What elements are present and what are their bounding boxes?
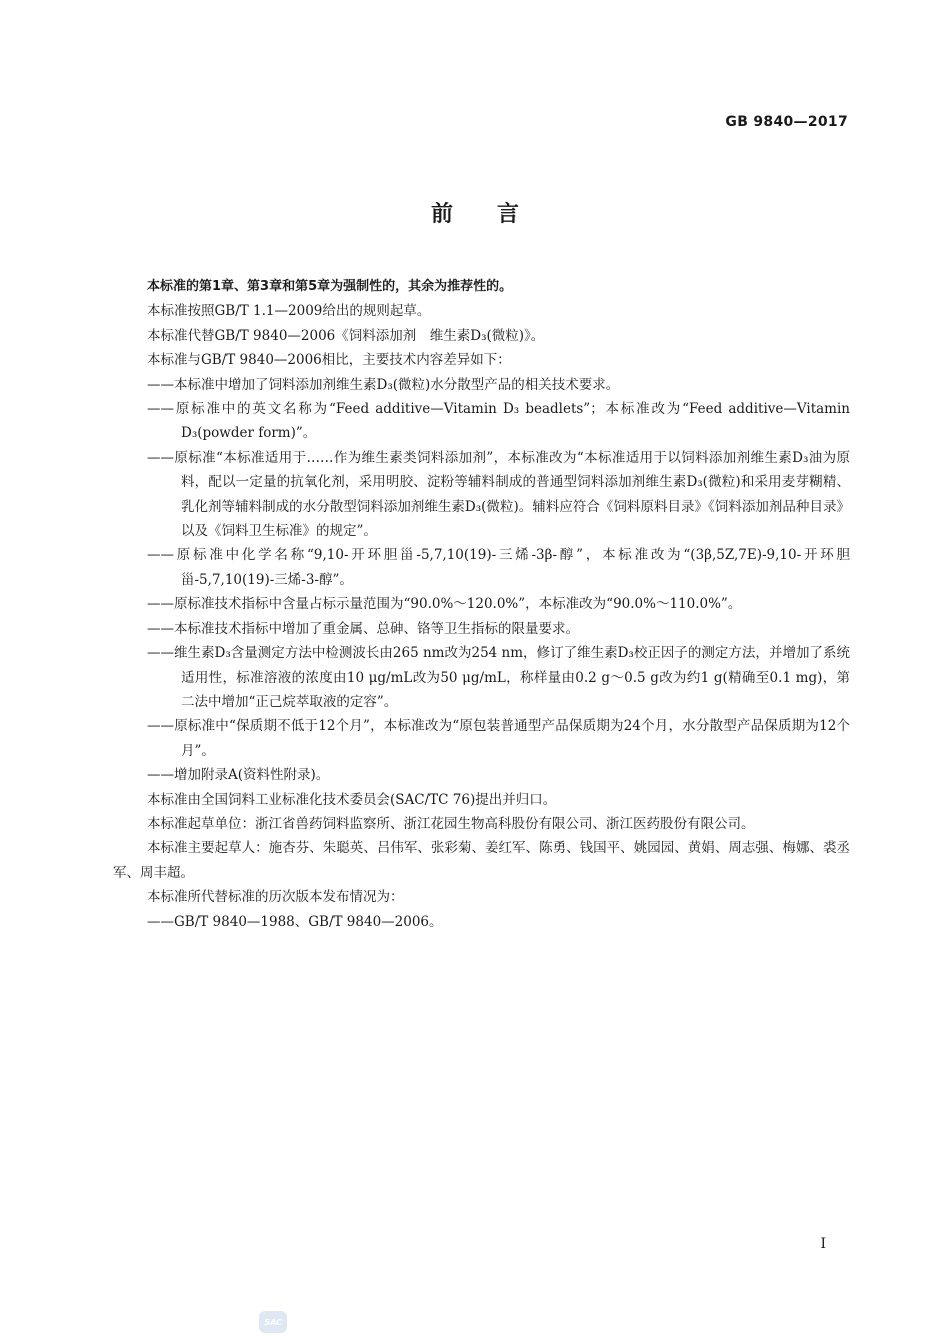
paragraph-replaces: 本标准代替GB/T 9840—2006《饲料添加剂 维生素D₃(微粒)》。 — [147, 327, 545, 344]
change-item: ——原标准中“保质期不低于12个月”，本标准改为“原包装普通型产品保质期为24个月，水分散型产品保质期为12个月”。 — [147, 718, 850, 759]
change-item: ——原标准技术指标中含量占标示量范围为“90.0%～120.0%”，本标准改为“90.0%～110.0%”。 — [147, 596, 742, 613]
history-item: ——GB/T 9840—1988、GB/T 9840—2006。 — [147, 913, 443, 930]
change-item: ——原标准“本标准适用于……作为维生素类饲料添加剂”，本标准改为“本标准适用于以饲料添加剂维生素D₃油为原料，配以一定量的抗氧化剂，采用明胶、淀粉等辅料制成的普通型饲料添加剂维生素D₃(微粒)和采用麦芽糊精、乳化剂等辅料制成的水分散型饲料添加剂维生素D₃(微粒)。辅料应符合《饲料原料目录》《饲料添加剂品种目录》以及《饲料卫生标准》的规定”。 — [147, 449, 850, 540]
change-item: ——本标准中增加了饲料添加剂维生素D₃(微粒)水分散型产品的相关技术要求。 — [147, 376, 620, 393]
paragraph-history-intro: 本标准所代替标准的历次版本发布情况为： — [147, 889, 404, 906]
watermark-text: SAC — [264, 1317, 282, 1327]
paragraph-proposer: 本标准由全国饲料工业标准化技术委员会(SAC/TC 76)提出并归口。 — [147, 791, 557, 808]
change-item: ——原标准中化学名称“9,10-开环胆甾-5,7,10(19)-三烯-3β-醇”，本标准改为“(3β,5Z,7E)-9,10-开环胆甾-5,7,10(19)-三烯-3-醇”。 — [147, 547, 850, 588]
change-item: ——维生素D₃含量测定方法中检测波长由265 nm改为254 nm，修订了维生素D₃校正因子的测定方法，并增加了系统适用性，标准溶液的浓度由10 μg/mL改为50 μg/mL，称样量由0.2 g～0.5 g改为约1 g(精确至0.1 mg)，第二法中增加“正己烷萃取液的定容”。 — [147, 645, 850, 710]
paragraph-drafting-units: 本标准起草单位：浙江省兽药饲料监察所、浙江花园生物高科股份有限公司、浙江医药股份有限公司。 — [147, 815, 755, 832]
change-item: ——本标准技术指标中增加了重金属、总砷、铬等卫生指标的限量要求。 — [147, 620, 579, 637]
standard-number: GB 9840—2017 — [725, 114, 848, 130]
page-title: 前言 — [430, 202, 563, 227]
sac-watermark-logo — [259, 1311, 287, 1333]
change-item: ——增加附录A(资料性附录)。 — [147, 767, 330, 784]
paragraph-drafting-rules: 本标准按照GB/T 1.1—2009给出的规则起草。 — [147, 303, 431, 320]
paragraph-drafters: 本标准主要起草人：施杏芬、朱聪英、吕伟军、张彩菊、姜红军、陈勇、钱国平、姚园园、黄娟、周志强、梅娜、裘丞军、周丰超。 — [113, 840, 850, 881]
page-number: I — [820, 1236, 826, 1252]
paragraph-mandatory-scope: 本标准的第1章、第3章和第5章为强制性的，其余为推荐性的。 — [147, 279, 513, 294]
document-body — [113, 275, 850, 934]
change-item: ——原标准中的英文名称为“Feed additive—Vitamin D₃ beadlets”；本标准改为“Feed additive—Vitamin D₃(powder form)”。 — [147, 401, 850, 442]
paragraph-differences-intro: 本标准与GB/T 9840—2006相比，主要技术内容差异如下： — [147, 352, 511, 369]
